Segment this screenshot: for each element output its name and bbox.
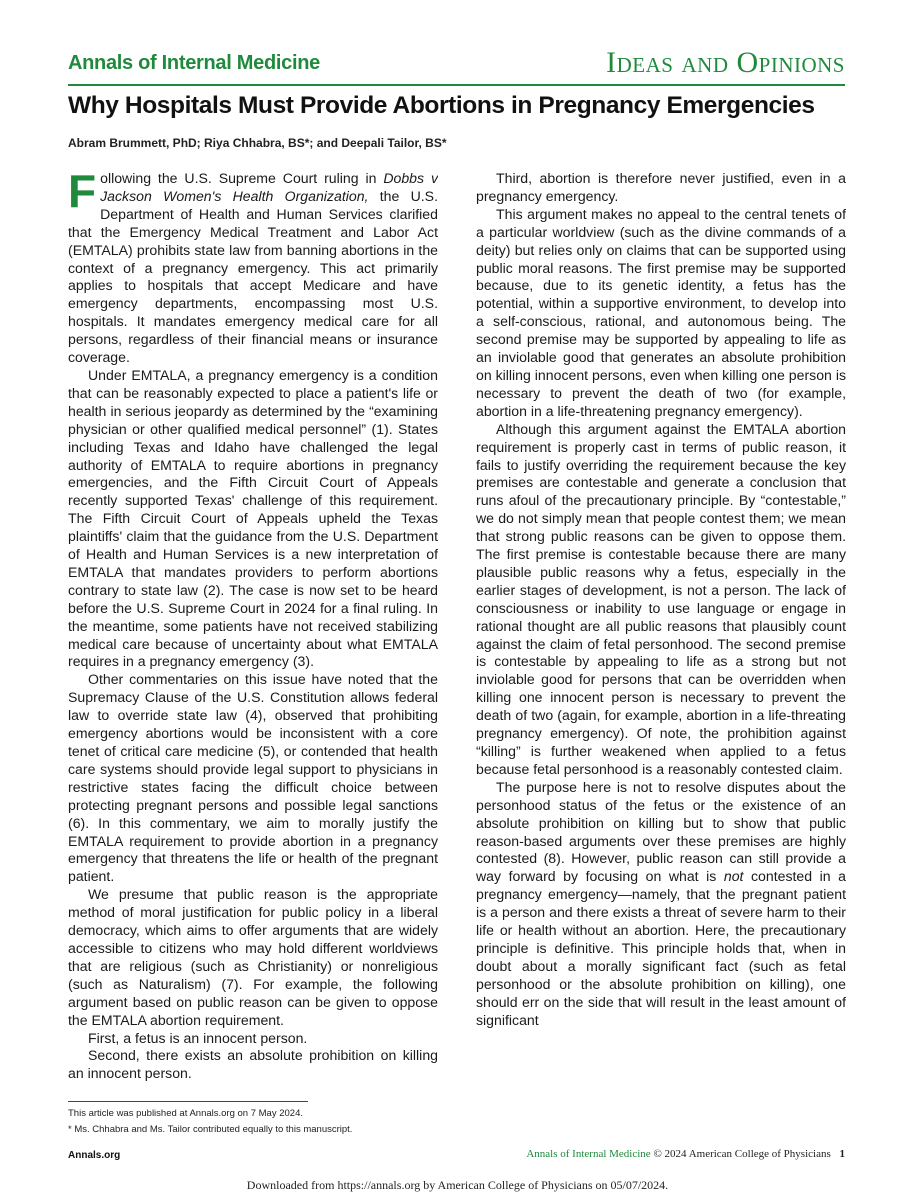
download-note: Downloaded from https://annals.org by American College of Physicians on 05/07/2024. — [246, 1178, 669, 1192]
paragraph: Third, abortion is therefore never justified, even in a pregnancy emergency. — [476, 170, 846, 204]
header-rule — [68, 84, 845, 86]
footnote-equal-contribution: * Ms. Chhabra and Ms. Tailor contributed equally to this manuscript. — [68, 1124, 353, 1135]
author-list: Abram Brummett, PhD; Riya Chhabra, BS*; and Deepali Tailor, BS* — [68, 136, 447, 150]
paragraph: First, a fetus is an innocent person. — [88, 1029, 308, 1046]
paragraph: Although this argument against the EMTALA abortion requirement is properly cast in terms of public reason, it fails to justify overriding the requirement because the key premises are contestable and generate a conclusion that runs afoul of the precautionary principle. By “contestable,” we do not simply mean that people contest them; we mean that strong public reasons can be given to oppose them. The first premise is contestable because there are many plausible public reasons why a fetus, especially in the earlier stages of development, is not a person. The lack of consciousness or inability to use language or engage in rational thought are all public reasons that plausibly count against the claim of fetal personhood. The second premise is contestable by appealing to life as a strong but not inviolable good for persons that can be overridden when killing one innocent person is necessary to prevent the death of two (again, for example, abortion in a life-threating pregnancy emergency). Of note, the prohibition against “killing” is further weakened when applied to a fetus because fetal personhood is a reasonably contested claim. — [476, 420, 846, 777]
footer-copyright: © 2024 American College of Physicians — [653, 1148, 831, 1160]
section-label: Ideas and Opinions — [606, 46, 845, 79]
article-title: Why Hospitals Must Provide Abortions in Pregnancy Emergencies — [68, 92, 815, 119]
paragraph: The purpose here is not to resolve disputes about the personhood status of the fetus or the existence of an absolute prohibition on killing but to show that public reason-based arguments over these premises are highly contested (8). However, public reason can still provide a way forward by focusing on what is not contested in a pregnancy emergency—namely, that the pregnant patient is a person and there exists a threat of severe harm to their life or health without an abortion. Here, the precautionary principle is definitive. This principle holds that, when in doubt about a morally significant fact (such as fetal personhood or the absolute prohibition on killing), one should err on the side that will result in the least amount of significant — [476, 778, 846, 1028]
journal-name: Annals of Internal Medicine — [68, 52, 320, 74]
footnote-rule — [68, 1101, 308, 1102]
paragraph: We presume that public reason is the appropriate method of moral justification for public policy in a liberal democracy, which aims to offer arguments that are widely accessible to citizens who may hold different worldviews that are religious (such as Christianity) or nonreligious (such as Naturalism) (7). For example, the following argument based on public reason can be given to oppose the EMTALA abortion requirement. — [68, 886, 438, 1028]
left-column — [68, 170, 438, 1095]
paragraph: Second, there exists an absolute prohibition on killing an innocent person. — [68, 1047, 438, 1082]
footer-journal: Annals of Internal Medicine — [526, 1148, 651, 1160]
footnote-published: This article was published at Annals.org on 7 May 2024. — [68, 1108, 303, 1119]
paragraph: Other commentaries on this issue have noted that the Supremacy Clause of the U.S. Constitution allows federal law to override state law (4), observed that prohibiting emergency abortions would be inconsistent with a core tenet of critical care medicine (5), or contended that health care systems should provide legal support to physicians in restrictive states facing the difficult choice between protecting pregnant persons and possible legal sanctions (6). In this commentary, we aim to morally justify the EMTALA requirement to provide abortion in a pregnancy emergency that threatens the life or health of the pregnant patient. — [68, 671, 438, 885]
drop-cap: F — [68, 170, 97, 217]
footer-citation — [526, 1148, 845, 1160]
case-name: Dobbs v Jackson Women's Health Organization, — [100, 170, 438, 204]
emphasis: not — [723, 868, 744, 885]
right-column — [476, 170, 846, 1095]
footer-site-link[interactable]: Annals.org — [68, 1150, 121, 1161]
paragraph: Under EMTALA, a pregnancy emergency is a condition that can be reasonably expected to place a patient's life or health in serious jeopardy as determined by the “examining physician or other qualified medical personnel” (1). States including Texas and Idaho have challenged the legal authority of EMTALA to require abortions in pregnancy emergencies, and the Fifth Circuit Court of Appeals recently supported Texas' challenge of this requirement. The Fifth Circuit Court of Appeals upheld the Texas plaintiffs' claim that the guidance from the U.S. Department of Health and Human Services is a new interpretation of EMTALA that mandates providers to perform abortions contrary to state law (2). The case is now set to be heard before the U.S. Supreme Court in 2024 for a final ruling. In the meantime, some patients have not received stabilizing medical care because of uncertainty about what EMTALA requires in a pregnancy emergency (3). — [68, 366, 438, 670]
page-number: 1 — [839, 1148, 845, 1160]
paragraph: This argument makes no appeal to the central tenets of a particular worldview (such as the divine commands of a deity) but relies only on claims that can be supported using public moral reasons. The first premise may be supported because, due to its genetic identity, a fetus has the potential, within a supportive environment, to develop into a self-conscious, rational, and autonomous being. The second premise may be supported by appealing to life as an inviolable good that generates an absolute prohibition on killing innocent persons, even when killing one person is necessary to prevent the death of two (for example, abortion in a life-threatening pregnancy emergency). — [476, 205, 846, 419]
paragraph: Following the U.S. Supreme Court ruling in Dobbs v Jackson Women's Health Organization, the U.S. Department of Health and Human Services clarified that the Emergency Medical Treatment and Labor Act (EMTALA) prohibits state law from banning abortions in the context of a pregnancy emergency. This act primarily applies to hospitals that accept Medicare and have emergency departments, encompassing most U.S. hospitals. It mandates emergency medical care for all persons, regardless of their financial means or insurance coverage. — [68, 170, 438, 366]
